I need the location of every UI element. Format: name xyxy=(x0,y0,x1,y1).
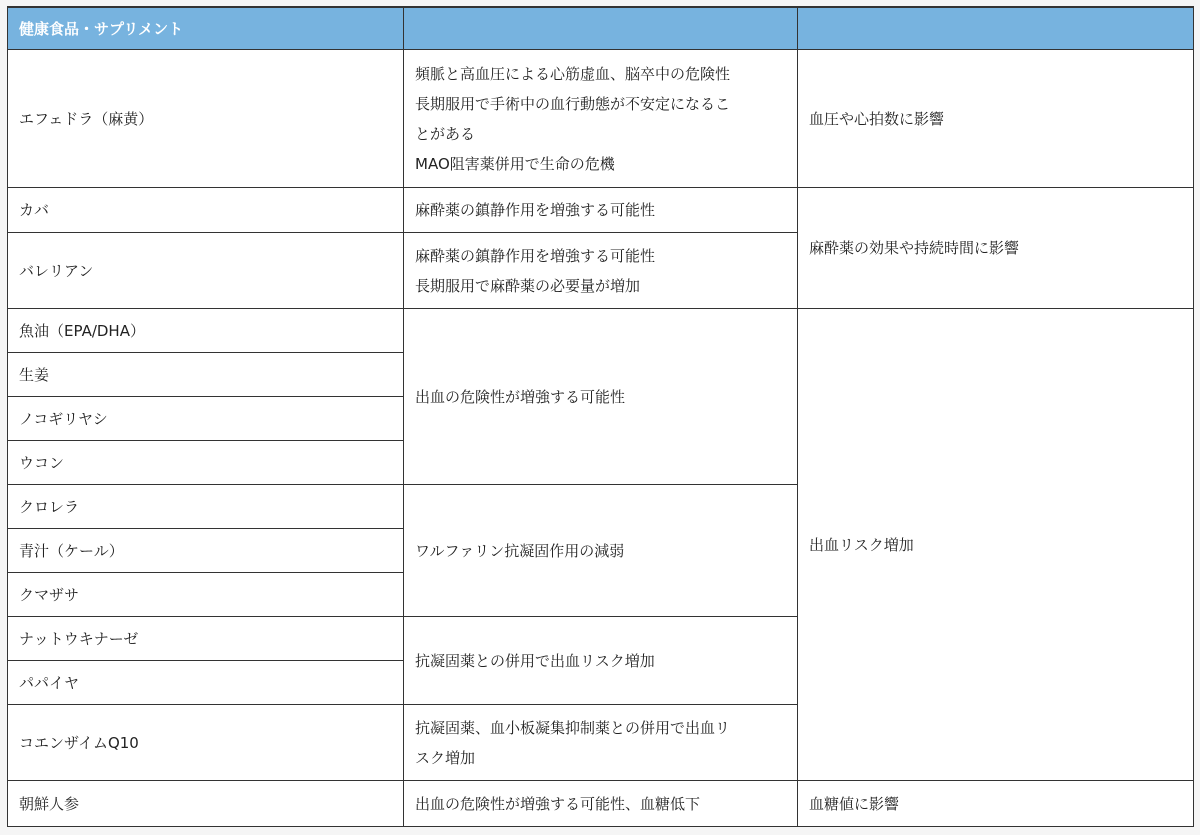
supplement-name: パパイヤ xyxy=(8,661,404,705)
supplement-name: クロレラ xyxy=(8,485,404,529)
risk-description xyxy=(404,705,798,781)
supplement-name: クマザサ xyxy=(8,573,404,617)
risk-description: 麻酔薬の鎮静作用を増強する可能性 xyxy=(404,188,798,233)
effect-description: 麻酔薬の効果や持続時間に影響 xyxy=(798,188,1194,309)
supplement-name: ナットウキナーゼ xyxy=(8,617,404,661)
risk-line: 頻脈と高血圧による心筋虚血、脳卒中の危険性 xyxy=(415,64,731,83)
header-risk xyxy=(404,7,798,50)
supplement-name: バレリアン xyxy=(8,233,404,309)
risk-description xyxy=(404,50,798,188)
supplement-name: ノコギリヤシ xyxy=(8,397,404,441)
risk-line: 抗凝固薬、血小板凝集抑制薬との併用で出血リ xyxy=(415,718,731,737)
supplement-name: 朝鮮人参 xyxy=(8,781,404,827)
risk-description: 出血の危険性が増強する可能性 xyxy=(404,309,798,485)
table-row xyxy=(8,50,1194,188)
header-effect xyxy=(798,7,1194,50)
risk-line: 長期服用で手術中の血行動態が不安定になるこ xyxy=(415,94,731,113)
supplement-name: 生姜 xyxy=(8,353,404,397)
supplement-risk-table xyxy=(7,6,1194,827)
header-supplement: 健康食品・サプリメント xyxy=(8,7,404,50)
table-row xyxy=(8,781,1194,827)
supplement-name: ウコン xyxy=(8,441,404,485)
risk-line: スク増加 xyxy=(415,748,476,767)
risk-description: ワルファリン抗凝固作用の減弱 xyxy=(404,485,798,617)
effect-description: 血糖値に影響 xyxy=(798,781,1194,827)
risk-description: 出血の危険性が増強する可能性、血糖低下 xyxy=(404,781,798,827)
supplement-name: コエンザイムQ10 xyxy=(8,705,404,781)
risk-line: 長期服用で麻酔薬の必要量が増加 xyxy=(415,276,641,295)
risk-description: 抗凝固薬との併用で出血リスク増加 xyxy=(404,617,798,705)
supplement-name: 魚油（EPA/DHA） xyxy=(8,309,404,353)
supplement-name: カバ xyxy=(8,188,404,233)
effect-description: 出血リスク増加 xyxy=(798,309,1194,781)
risk-line: とがある xyxy=(415,124,476,143)
table-row xyxy=(8,309,1194,353)
table-row xyxy=(8,188,1194,233)
risk-line: MAO阻害薬併用で生命の危機 xyxy=(415,154,615,173)
table-header-row xyxy=(8,7,1194,50)
risk-line: 麻酔薬の鎮静作用を増強する可能性 xyxy=(415,246,656,265)
risk-description xyxy=(404,233,798,309)
supplement-name: エフェドラ（麻黄） xyxy=(8,50,404,188)
supplement-name: 青汁（ケール） xyxy=(8,529,404,573)
effect-description: 血圧や心拍数に影響 xyxy=(798,50,1194,188)
